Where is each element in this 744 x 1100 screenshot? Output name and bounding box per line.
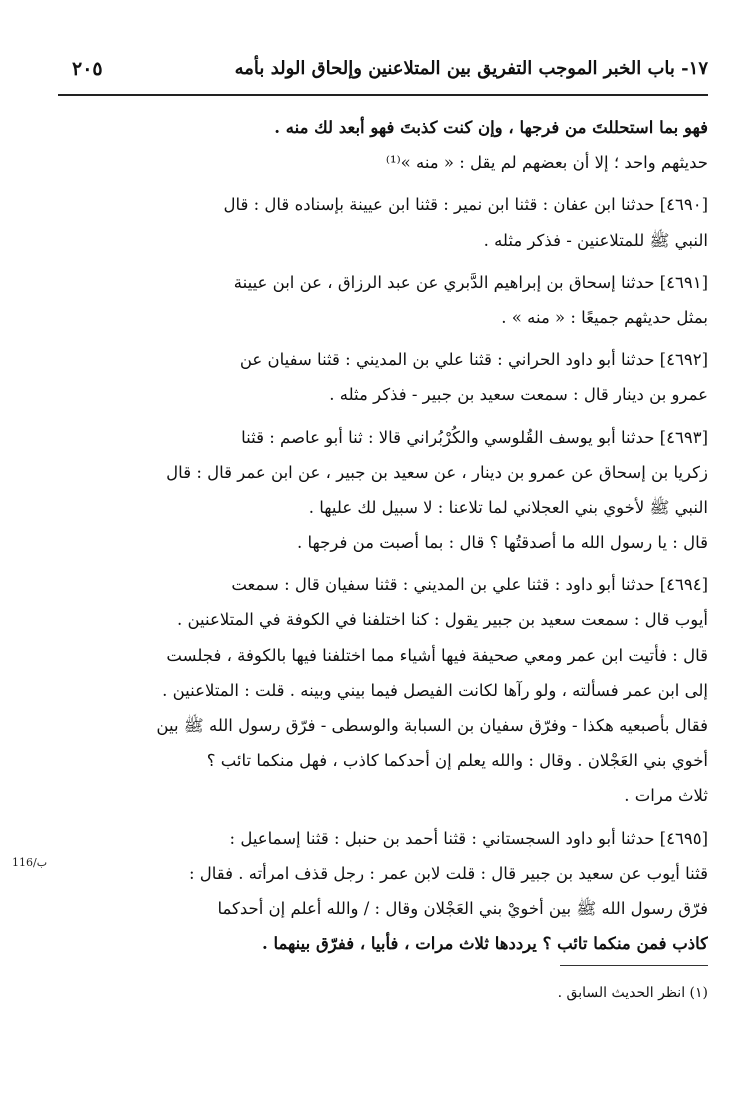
- text-line: قال : يا رسول الله ما أصدقتُها ؟ قال : بما أصبت من فرجها .: [297, 533, 708, 553]
- text-line: النبي ﷺ للمتلاعنين - فذكر مثله .: [483, 230, 708, 250]
- text-line: بمثل حديثهم جميعًا : « منه » .: [501, 307, 708, 327]
- text-line: إلى ابن عمر فسألته ، ولو رآها لكانت الفيصل فيما بيني وبينه . قلت : المتلاعنين .: [162, 680, 708, 700]
- text-line: [٤٦٩٤] حدثنا أبو داود : قثنا علي بن المديني : قثنا سفيان قال : سمعت: [231, 575, 708, 595]
- hadith-4693: [58, 420, 708, 561]
- text-line: حديثهم واحد ؛ إلا أن بعضهم لم يقل : « منه »⁽¹⁾: [385, 153, 708, 173]
- text-line: [٤٦٩٢] حدثنا أبو داود الحراني : قثنا علي بن المديني : قثنا سفيان عن: [239, 350, 708, 370]
- hadith-4695: [58, 821, 708, 962]
- text-line: [٤٦٩١] حدثنا إسحاق بن إبراهيم الدَّبري عن عبد الرزاق ، عن ابن عيينة: [233, 272, 708, 292]
- hadith-4694: [58, 567, 708, 813]
- footnote: (١) انظر الحديث السابق .: [557, 985, 708, 1001]
- text-line: فرّق رسول الله ﷺ بين أخويْ بني العَجْلان وقال : / والله أعلم إن أحدكما: [217, 898, 708, 918]
- hadith-4691: [58, 265, 708, 335]
- text-line: فهو بما استحللتَ من فرجها ، وإن كنت كذبتَ فهو أبعد لك منه .: [274, 118, 708, 137]
- text-line: فقال بأصبعيه هكذا - وفرّق سفيان بن السبابة والوسطى - فرّق رسول الله ﷺ بين: [156, 716, 708, 735]
- text-line: [٤٦٩٥] حدثنا أبو داود السجستاني : قثنا أحمد بن حنبل : قثنا إسماعيل :: [229, 828, 708, 848]
- text-line: كاذب فمن منكما تائب ؟ يرددها ثلاث مرات ، فأبيا ، ففرّق بينهما .: [261, 934, 708, 954]
- hadith-4690: [58, 187, 708, 257]
- page-number: ٢٠٥: [72, 58, 103, 80]
- text-line: عمرو بن دينار قال : سمعت سعيد بن جبير - فذكر مثله .: [329, 385, 708, 405]
- text-line: زكريا بن إسحاق عن عمرو بن دينار ، عن سعيد بن جبير ، عن ابن عمر قال : قال: [166, 462, 708, 482]
- manuscript-folio-note: 116/ب: [12, 856, 48, 869]
- header-divider: [58, 94, 708, 96]
- footnote-divider: [560, 965, 708, 966]
- hadith-text: [58, 110, 708, 968]
- text-line: [٤٦٩٠] حدثنا ابن عفان : قثنا ابن نمير : قثنا ابن عيينة بإسناده قال : قال: [223, 195, 708, 215]
- text-line: أيوب قال : سمعت سعيد بن جبير يقول : كنا اختلفنا في الكوفة في المتلاعنين .: [176, 610, 708, 630]
- chapter-title: ١٧- باب الخبر الموجب التفريق بين المتلاعنين وإلحاق الولد بأمه: [234, 58, 708, 79]
- text-line: ثلاث مرات .: [624, 786, 708, 806]
- running-header: [58, 58, 708, 92]
- hadith-4692: [58, 342, 708, 412]
- text-line: قثنا أيوب عن سعيد بن جبير قال : قلت لابن عمر : رجل قذف امرأته . فقال :: [188, 863, 708, 883]
- text-line: أخوي بني العَجْلان . وقال : والله يعلم إن أحدكما كاذب ، فهل منكما تائب ؟: [206, 751, 708, 771]
- paragraph: [58, 110, 708, 180]
- text-line: [٤٦٩٣] حدثنا أبو يوسف القُلوسي والكُرْبُراني قالا : ثنا أبو عاصم : قثنا: [241, 427, 708, 447]
- text-line: قال : فأتيت ابن عمر ومعي صحيفة فيها أشياء مما اختلفنا فيها بالكوفة ، فجلست: [166, 645, 708, 665]
- text-line: النبي ﷺ لأخوي بني العجلاني لما تلاعنا : لا سبيل لك عليها .: [308, 497, 708, 517]
